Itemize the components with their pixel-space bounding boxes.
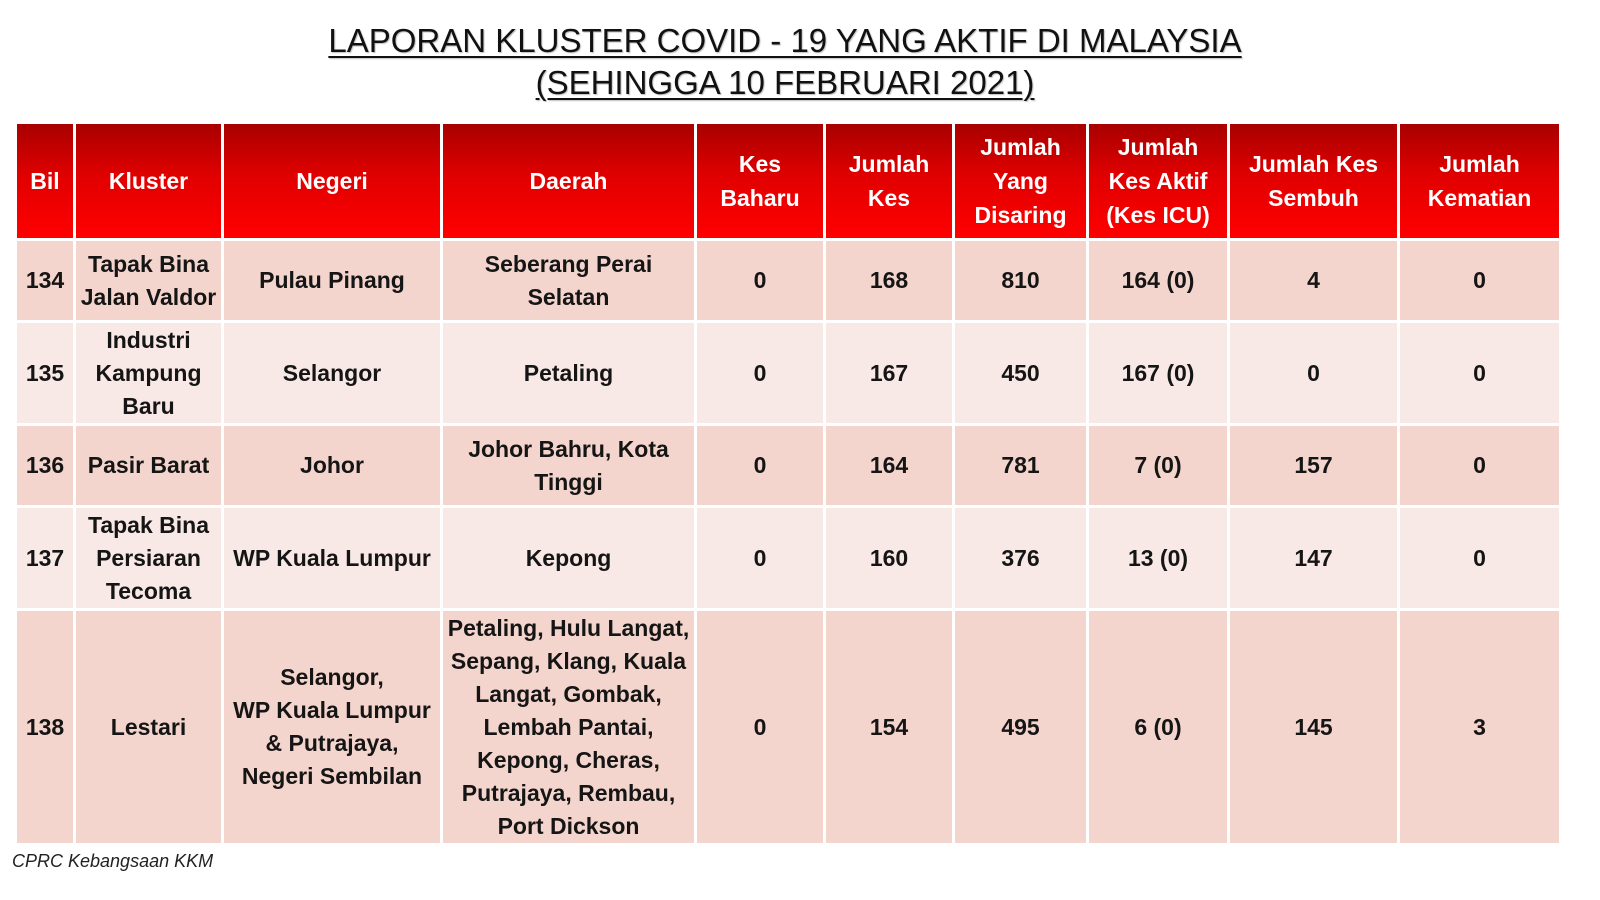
header-bil: Bil bbox=[17, 124, 73, 238]
cell-jumlah-sembuh: 145 bbox=[1230, 611, 1397, 843]
cell-daerah: Kepong bbox=[443, 508, 694, 608]
cell-jumlah-aktif: 164 (0) bbox=[1089, 241, 1227, 320]
cell-negeri: Pulau Pinang bbox=[224, 241, 440, 320]
cell-jumlah-disaring: 376 bbox=[955, 508, 1086, 608]
cell-bil: 138 bbox=[17, 611, 73, 843]
cell-jumlah-disaring: 810 bbox=[955, 241, 1086, 320]
cell-jumlah-kes: 167 bbox=[826, 323, 952, 423]
cell-jumlah-kes: 154 bbox=[826, 611, 952, 843]
cell-jumlah-aktif: 6 (0) bbox=[1089, 611, 1227, 843]
header-negeri: Negeri bbox=[224, 124, 440, 238]
cell-kes-baharu: 0 bbox=[697, 508, 823, 608]
cell-bil: 135 bbox=[17, 323, 73, 423]
cell-daerah: Johor Bahru, Kota Tinggi bbox=[443, 426, 694, 505]
title-line-1: LAPORAN KLUSTER COVID - 19 YANG AKTIF DI MALAYSIA bbox=[328, 22, 1242, 59]
cell-bil: 136 bbox=[17, 426, 73, 505]
cell-jumlah-aktif: 167 (0) bbox=[1089, 323, 1227, 423]
cell-kluster: Pasir Barat bbox=[76, 426, 221, 505]
cell-jumlah-sembuh: 157 bbox=[1230, 426, 1397, 505]
cell-daerah: Petaling, Hulu Langat, Sepang, Klang, Kuala Langat, Gombak, Lembah Pantai, Kepong, Cheras, Putrajaya, Rembau, Port Dickson bbox=[443, 611, 694, 843]
table-row bbox=[17, 426, 1559, 505]
cell-jumlah-aktif: 7 (0) bbox=[1089, 426, 1227, 505]
cell-negeri: Johor bbox=[224, 426, 440, 505]
header-daerah: Daerah bbox=[443, 124, 694, 238]
cell-bil: 134 bbox=[17, 241, 73, 320]
cell-daerah: Seberang Perai Selatan bbox=[443, 241, 694, 320]
cell-kluster: Tapak Bina Jalan Valdor bbox=[76, 241, 221, 320]
cell-jumlah-kematian: 3 bbox=[1400, 611, 1559, 843]
cell-jumlah-disaring: 781 bbox=[955, 426, 1086, 505]
cell-jumlah-sembuh: 4 bbox=[1230, 241, 1397, 320]
cell-jumlah-sembuh: 0 bbox=[1230, 323, 1397, 423]
cell-kluster: Tapak Bina Persiaran Tecoma bbox=[76, 508, 221, 608]
page-title bbox=[0, 20, 1570, 104]
cell-jumlah-kematian: 0 bbox=[1400, 323, 1559, 423]
cell-negeri: Selangor, WP Kuala Lumpur & Putrajaya, Negeri Sembilan bbox=[224, 611, 440, 843]
table-header-row bbox=[17, 124, 1559, 238]
cell-jumlah-kes: 164 bbox=[826, 426, 952, 505]
cell-kes-baharu: 0 bbox=[697, 426, 823, 505]
cell-jumlah-sembuh: 147 bbox=[1230, 508, 1397, 608]
header-jumlah-aktif: Jumlah Kes Aktif (Kes ICU) bbox=[1089, 124, 1227, 238]
header-jumlah-disaring: Jumlah Yang Disaring bbox=[955, 124, 1086, 238]
header-jumlah-sembuh: Jumlah Kes Sembuh bbox=[1230, 124, 1397, 238]
table-row bbox=[17, 241, 1559, 320]
table-row bbox=[17, 508, 1559, 608]
cell-jumlah-aktif: 13 (0) bbox=[1089, 508, 1227, 608]
header-jumlah-kes: Jumlah Kes bbox=[826, 124, 952, 238]
cell-daerah: Petaling bbox=[443, 323, 694, 423]
cell-kluster: Lestari bbox=[76, 611, 221, 843]
cell-negeri: Selangor bbox=[224, 323, 440, 423]
header-jumlah-kematian: Jumlah Kematian bbox=[1400, 124, 1559, 238]
cell-jumlah-kematian: 0 bbox=[1400, 426, 1559, 505]
cell-jumlah-kematian: 0 bbox=[1400, 508, 1559, 608]
cell-kes-baharu: 0 bbox=[697, 323, 823, 423]
header-kes-baharu: Kes Baharu bbox=[697, 124, 823, 238]
cell-kes-baharu: 0 bbox=[697, 611, 823, 843]
source-note: CPRC Kebangsaan KKM bbox=[12, 851, 214, 871]
cell-negeri: WP Kuala Lumpur bbox=[224, 508, 440, 608]
cell-kes-baharu: 0 bbox=[697, 241, 823, 320]
cell-jumlah-kes: 168 bbox=[826, 241, 952, 320]
cluster-table bbox=[14, 121, 1562, 846]
cell-jumlah-disaring: 450 bbox=[955, 323, 1086, 423]
table-row bbox=[17, 323, 1559, 423]
table-row bbox=[17, 611, 1559, 843]
cell-jumlah-kes: 160 bbox=[826, 508, 952, 608]
cell-kluster: Industri Kampung Baru bbox=[76, 323, 221, 423]
cell-bil: 137 bbox=[17, 508, 73, 608]
cell-jumlah-kematian: 0 bbox=[1400, 241, 1559, 320]
header-kluster: Kluster bbox=[76, 124, 221, 238]
title-line-2: (SEHINGGA 10 FEBRUARI 2021) bbox=[535, 64, 1035, 101]
cell-jumlah-disaring: 495 bbox=[955, 611, 1086, 843]
